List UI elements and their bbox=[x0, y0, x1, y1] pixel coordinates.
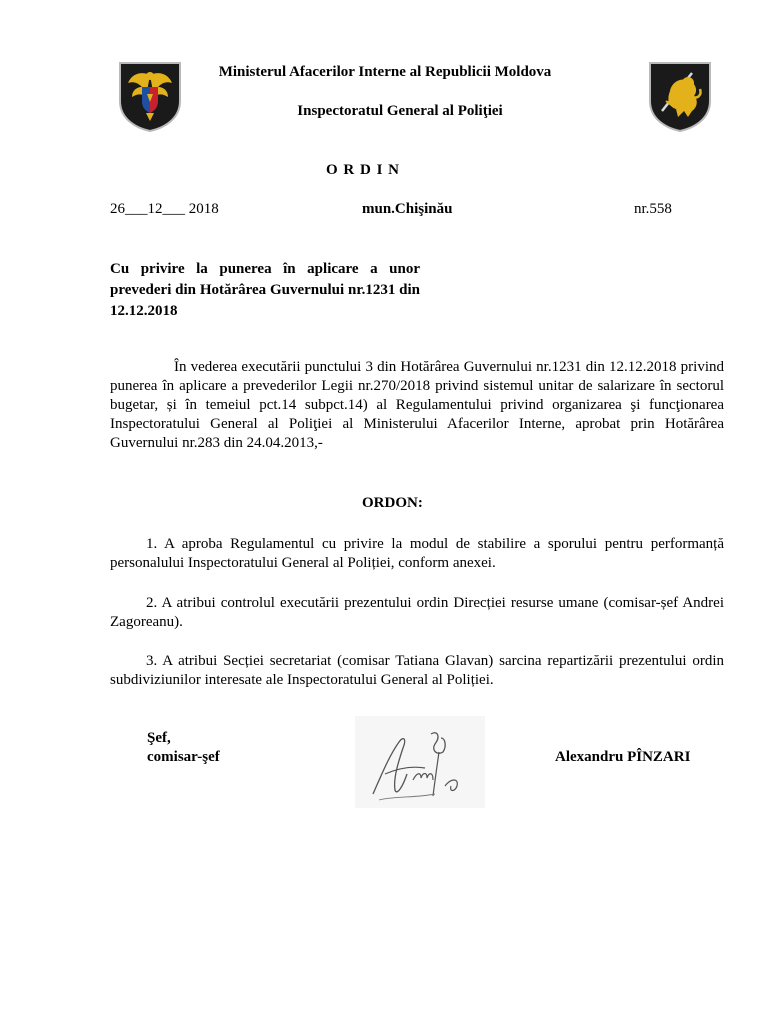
document-type: O R D I N bbox=[326, 162, 401, 178]
order-item-1: 1. A aproba Regulamentul cu privire la modul de stabilire a sporului pentru performanță personalului Inspectoratului General al Poliției, conform anexei. bbox=[110, 536, 724, 571]
inspectorate-title: Inspectoratul General al Poliţiei bbox=[297, 103, 503, 119]
ministry-title: Ministerul Afacerilor Interne al Republicii Moldova bbox=[218, 64, 552, 80]
signatory-title: Şef, bbox=[147, 730, 171, 746]
preamble-paragraph: În vederea executării punctului 3 din Hotărârea Guvernului nr.1231 din 12.12.2018 privind punerea în aplicare a prevederilor Legii nr.270/2018 privind sistemul unitar de salarizare în sectorul bugetar, și în temeiul pct.14 subpct.14) al Regulamentului privind organizarea şi funcţionarea Inspectoratului General al Poliţiei al Ministerului Afacerilor Interne, aprobat prin Hotărârea Guvernului nr.283 din 24.04.2013,- bbox=[110, 359, 724, 451]
order-item-3: 3. A atribui Secției secretariat (comisar Tatiana Glavan) sarcina repartizării prezentului ordin subdiviziunilor interesate ale Inspectoratului General al Poliției. bbox=[110, 653, 724, 688]
signatory-rank: comisar-şef bbox=[147, 749, 220, 765]
order-item-2: 2. A atribui controlul executării prezentului ordin Direcției resurse umane (comisar-șef Andrei Zagoreanu). bbox=[110, 595, 724, 630]
police-lion-emblem-icon bbox=[648, 61, 712, 133]
document-place: mun.Chişinău bbox=[362, 201, 453, 217]
ordon-heading: ORDON: bbox=[362, 495, 423, 511]
signatory-name: Alexandru PÎNZARI bbox=[555, 749, 691, 765]
handwritten-signature bbox=[355, 716, 485, 808]
document-number: nr.558 bbox=[634, 201, 672, 217]
document-subject: Cu privire la punerea în aplicare a unor prevederi din Hotărârea Guvernului nr.1231 din 12.12.2018 bbox=[110, 261, 420, 319]
document-date: 26___12___ 2018 bbox=[110, 201, 219, 217]
